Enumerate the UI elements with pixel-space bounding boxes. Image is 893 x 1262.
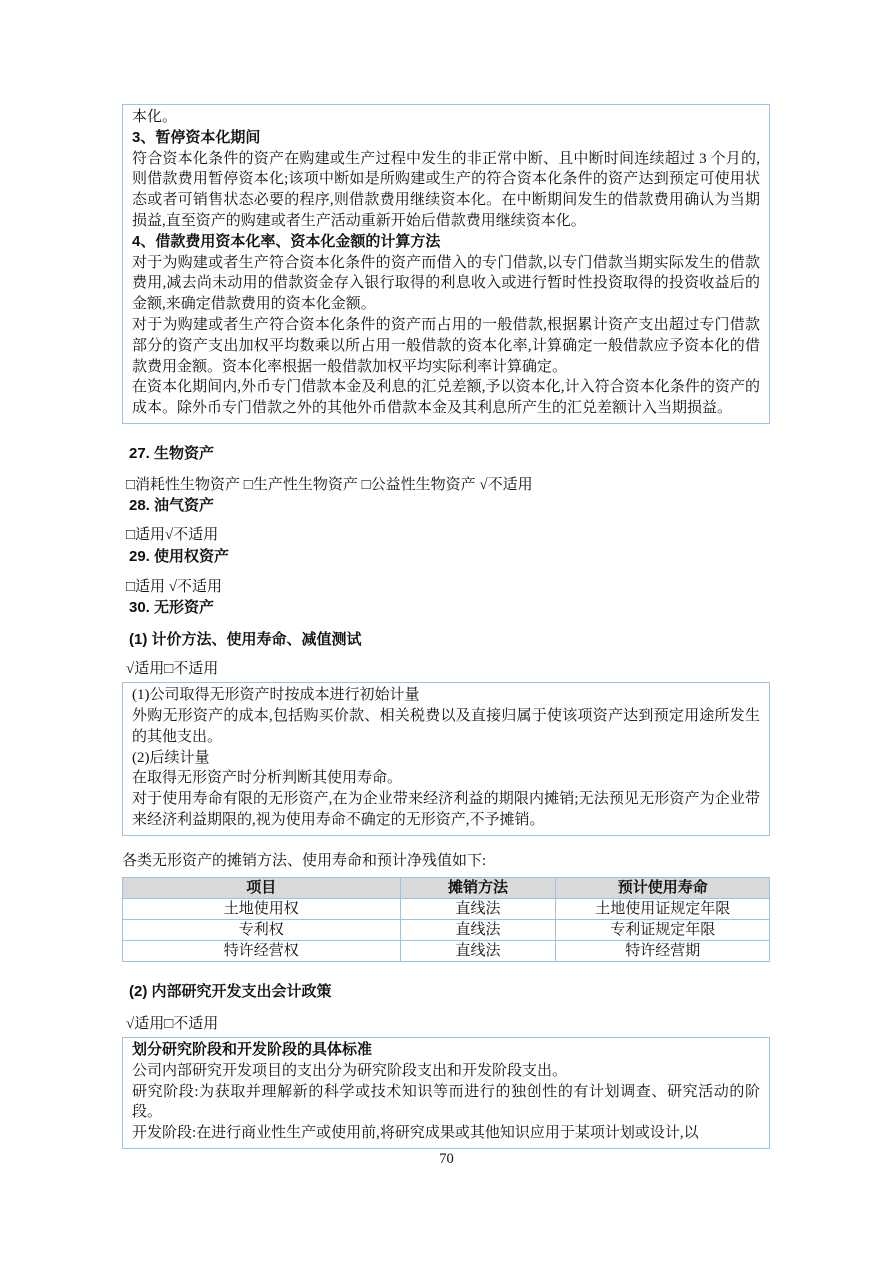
paragraph: 对于为购建或者生产符合资本化条件的资产而借入的专门借款,以专门借款当期实际发生的借款费用,减去尚未动用的借款资金存入银行取得的利息收入或进行暂时性投资取得的投资收益后的金额,来确定借款费用的资本化金额。 [132, 254, 760, 313]
paragraph: 开发阶段:在进行商业性生产或使用前,将研究成果或其他知识应用于某项计划或设计,以 [132, 1125, 699, 1142]
rd-stages-criteria-heading: 划分研究阶段和开发阶段的具体标准 [132, 1041, 373, 1059]
cell-method: 直线法 [400, 919, 556, 940]
paragraph: 研究阶段:为获取并理解新的科学或技术知识等而进行的独创性的有计划调查、研究活动的阶段。 [132, 1083, 760, 1121]
column-header-useful-life: 预计使用寿命 [556, 877, 770, 898]
cell-useful-life: 专利证规定年限 [556, 919, 770, 940]
page-number: 70 [439, 1151, 454, 1167]
cell-method: 直线法 [400, 940, 556, 961]
cell-item: 土地使用权 [123, 898, 401, 919]
intangible-valuation-heading: (1) 计价方法、使用寿命、减值测试 [129, 630, 362, 648]
paragraph: 对于为购建或者生产符合资本化条件的资产而占用的一般借款,根据累计资产支出超过专门借款部分的资产支出加权平均数乘以所占用一般借款的资本化率,计算确定一般借款应予资本化的借款费用金额。资本化率根据一般借款加权平均实际利率计算确定。 [132, 316, 760, 375]
intangible-valuation-applicability: √适用□不适用 [126, 661, 219, 678]
table-row [123, 940, 770, 961]
table-row [123, 919, 770, 940]
paragraph: 符合资本化条件的资产在购建或生产过程中发生的非正常中断、且中断时间连续超过 3 个月的,则借款费用暂停资本化;该项中断如是所购建或生产的符合资本化条件的资产达到预定可使用状态或者可销售状态必要的程序,则借款费用继续资本化。在中断期间发生的借款费用确认为当期损益,直至资产的购建或者生产活动重新开始后借款费用继续资本化。 [132, 150, 760, 229]
table-row [123, 898, 770, 919]
section-30-heading: 30. 无形资产 [129, 598, 215, 616]
cell-item: 专利权 [123, 919, 401, 940]
table-header-row [123, 877, 770, 898]
borrowing-costs-box [122, 104, 770, 424]
section-29-applicability: □适用 √不适用 [126, 578, 223, 595]
amortization-table-intro: 各类无形资产的摊销方法、使用寿命和预计净残值如下: [122, 852, 487, 869]
column-header-item: 项目 [123, 877, 401, 898]
section-27-options: □消耗性生物资产 □生产性生物资产 □公益性生物资产 √不适用 [126, 476, 533, 493]
section-28-applicability: □适用√不适用 [126, 527, 219, 544]
section-29-heading: 29. 使用权资产 [129, 548, 230, 566]
cell-method: 直线法 [400, 898, 556, 919]
section-27-heading: 27. 生物资产 [129, 444, 215, 462]
paragraph: 在取得无形资产时分析判断其使用寿命。 [132, 770, 403, 787]
rd-stages-box [122, 1037, 770, 1149]
rd-policy-applicability: √适用□不适用 [126, 1016, 219, 1033]
intangible-measurement-box [122, 682, 770, 836]
cell-item: 特许经营权 [123, 940, 401, 961]
cell-useful-life: 特许经营期 [556, 940, 770, 961]
paragraph: (2)后续计量 [132, 749, 210, 766]
paragraph: 公司内部研究开发项目的支出分为研究阶段支出和开发阶段支出。 [132, 1062, 568, 1079]
amortization-table [122, 877, 770, 962]
paragraph: 对于使用寿命有限的无形资产,在为企业带来经济利益的期限内摊销;无法预见无形资产为企业带来经济利益期限的,视为使用寿命不确定的无形资产,不予摊销。 [132, 791, 760, 828]
rd-policy-heading: (2) 内部研究开发支出会计政策 [129, 982, 332, 1000]
paragraph: 外购无形资产的成本,包括购买价款、相关税费以及直接归属于使该项资产达到预定用途所发生的其他支出。 [132, 707, 760, 745]
page-content [122, 104, 770, 1149]
cell-useful-life: 土地使用证规定年限 [556, 898, 770, 919]
paragraph: 在资本化期间内,外币专门借款本金及利息的汇兑差额,予以资本化,计入符合资本化条件的资产的成本。除外币专门借款之外的其他外币借款本金及其利息所产生的汇兑差额计入当期损益。 [132, 379, 760, 417]
subsection-heading-suspend-capitalization: 3、暂停资本化期间 [132, 128, 261, 146]
paragraph: 本化。 [132, 109, 178, 125]
subsection-heading-capitalization-rate: 4、借款费用资本化率、资本化金额的计算方法 [132, 232, 441, 250]
section-28-heading: 28. 油气资产 [129, 496, 215, 514]
column-header-method: 摊销方法 [400, 877, 556, 898]
paragraph: (1)公司取得无形资产时按成本进行初始计量 [132, 687, 420, 704]
